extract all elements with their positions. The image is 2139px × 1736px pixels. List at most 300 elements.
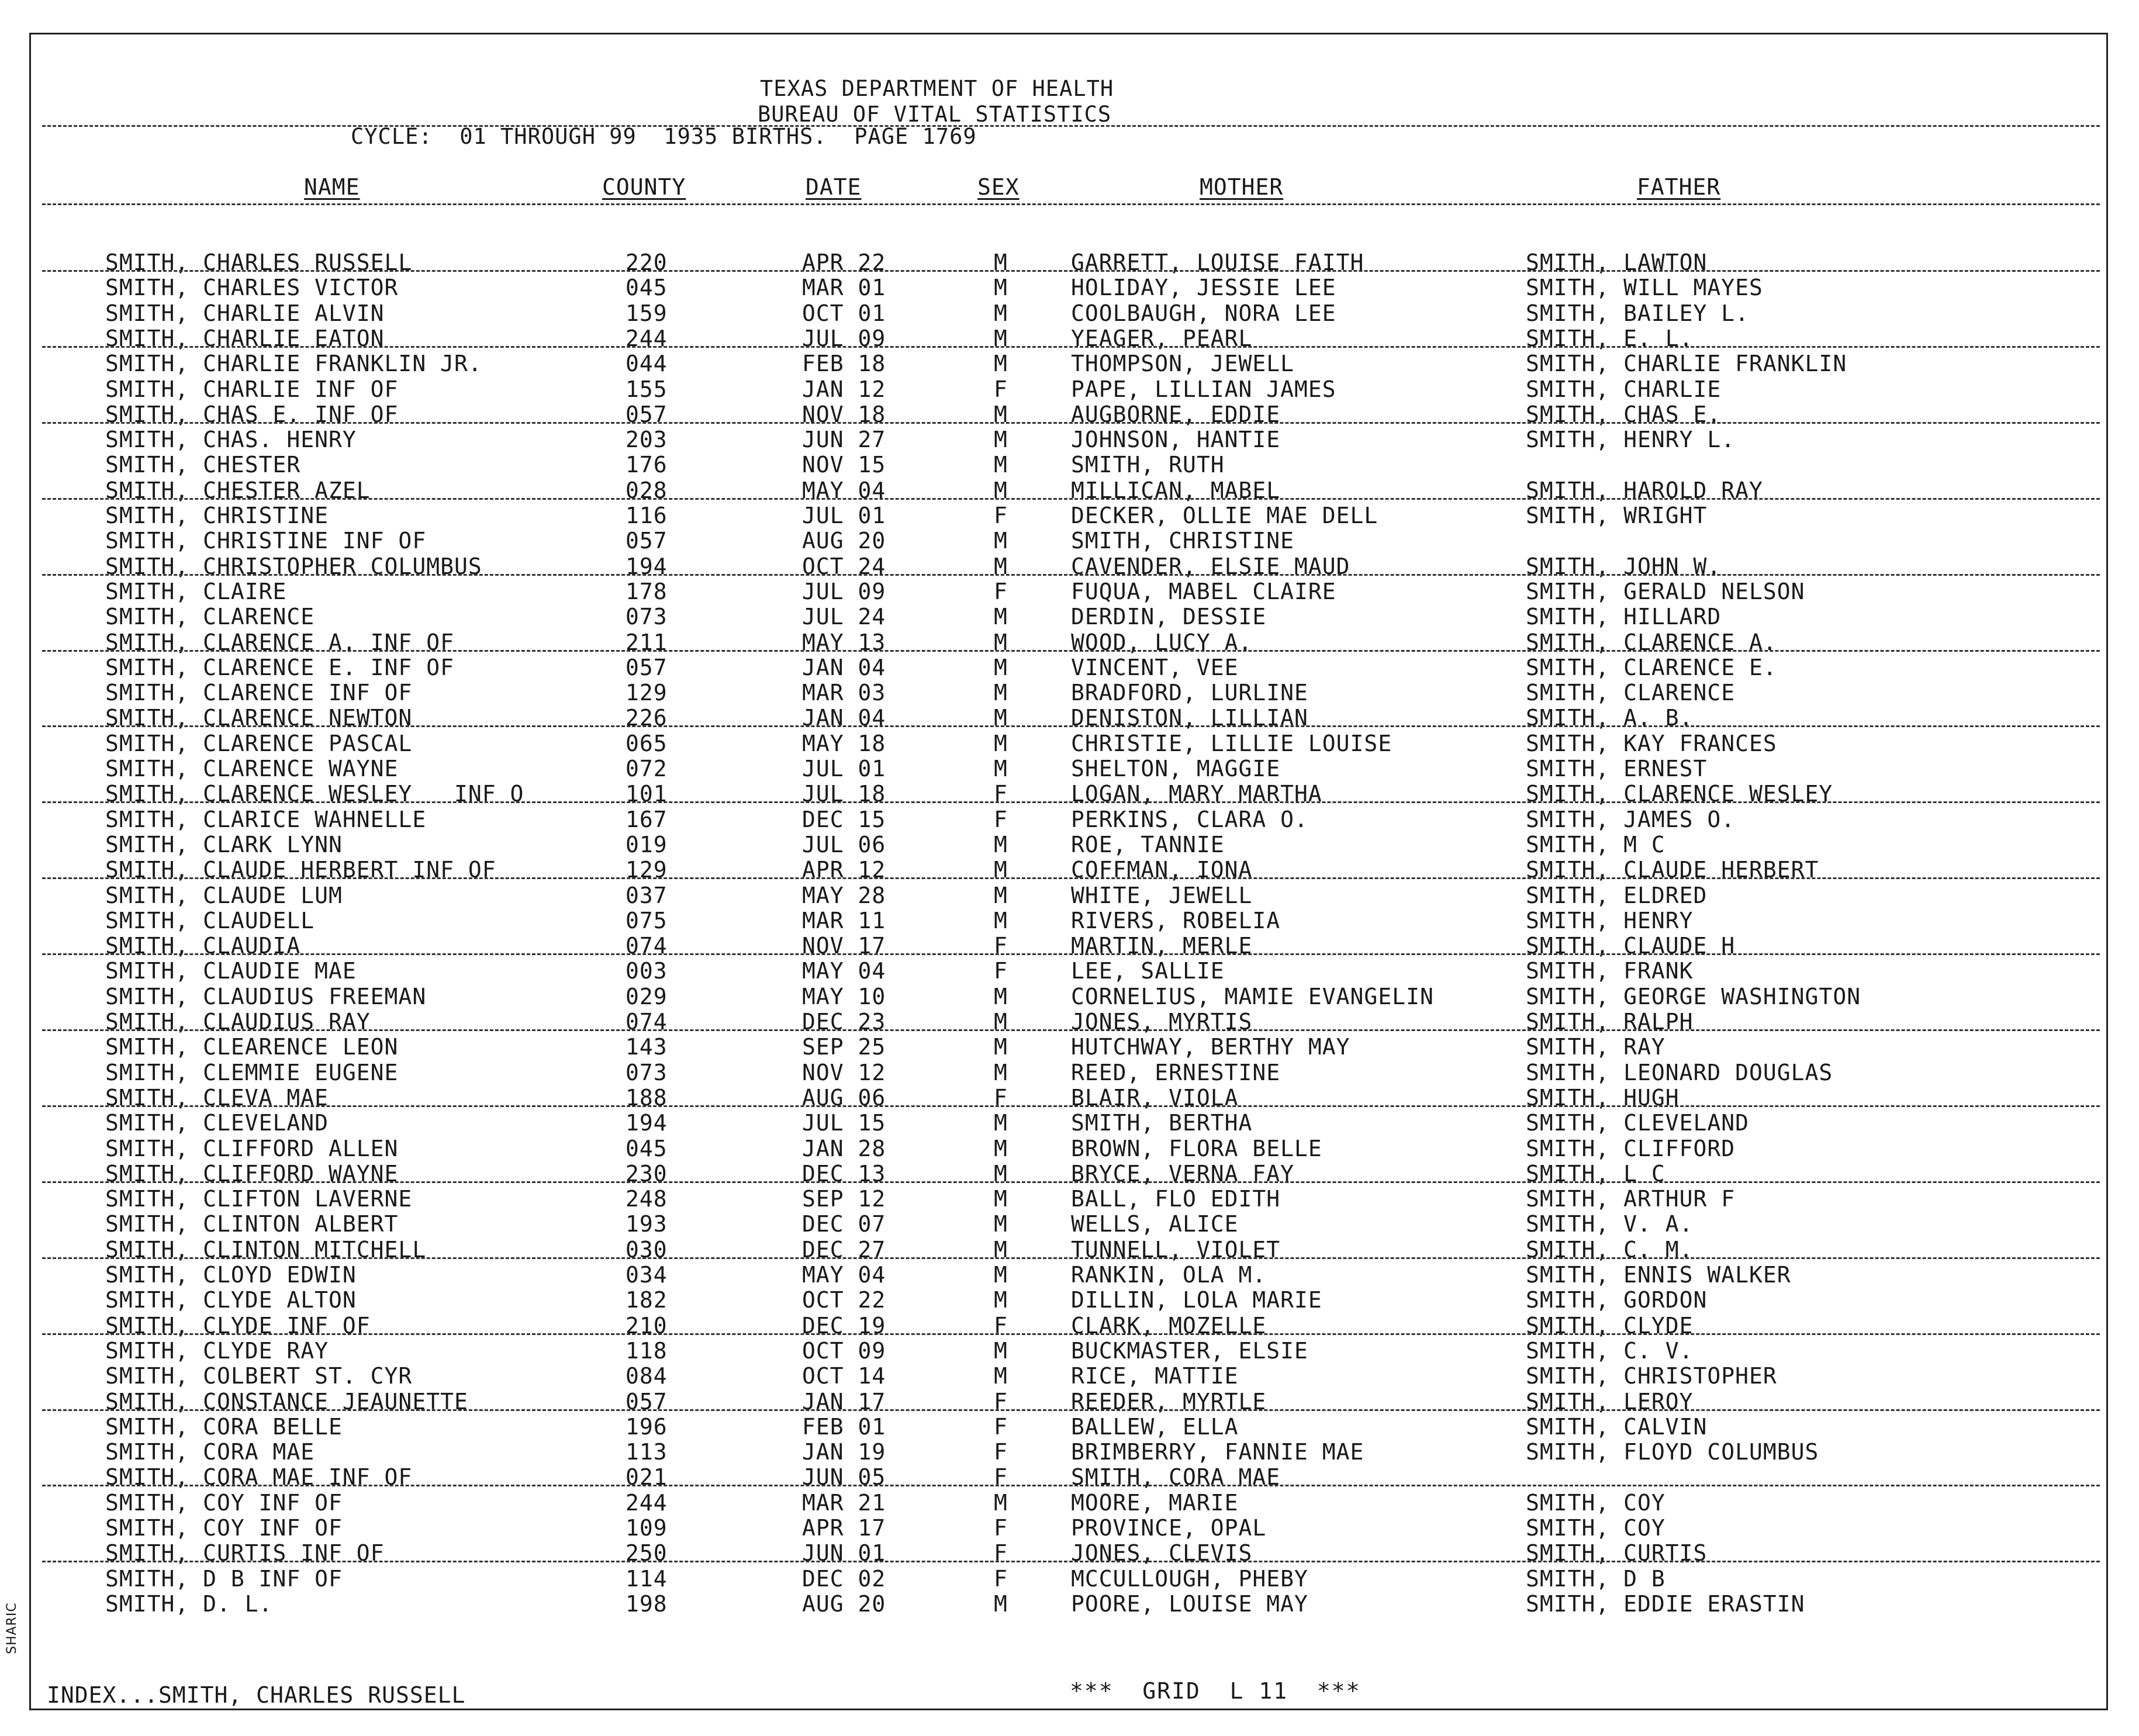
cell-county: 113	[626, 1439, 668, 1465]
table-row	[0, 832, 2139, 857]
cell-name: SMITH, CLAUDELL	[105, 907, 315, 933]
row-group-divider	[42, 1409, 2100, 1411]
cell-sex: F	[994, 806, 1008, 832]
cell-sex: M	[994, 477, 1008, 503]
cell-sex: M	[994, 882, 1008, 908]
column-header-sex: SEX	[977, 174, 1020, 200]
cell-date: OCT 01	[802, 300, 886, 326]
cell-name: SMITH, CORA BELLE	[105, 1413, 343, 1440]
cell-sex: M	[994, 452, 1008, 478]
cell-mother: REED, ERNESTINE	[1071, 1059, 1281, 1085]
row-group-divider	[42, 270, 2100, 272]
cell-county: 129	[626, 857, 668, 883]
cell-date: NOV 18	[802, 401, 886, 427]
cell-name: SMITH, CLAUDE HERBERT INF OF	[105, 857, 496, 883]
cell-date: DEC 19	[802, 1312, 886, 1339]
table-row	[0, 756, 2139, 781]
column-header-father: FATHER	[1637, 174, 1721, 200]
cell-county: 057	[626, 401, 668, 427]
table-row	[0, 984, 2139, 1009]
table-row	[0, 1516, 2139, 1541]
cell-sex: F	[994, 933, 1008, 959]
cell-mother: SMITH, CHRISTINE	[1071, 528, 1295, 554]
cell-father: SMITH, KAY FRANCES	[1526, 730, 1777, 756]
cell-name: SMITH, D. L.	[105, 1590, 273, 1617]
cell-mother: GARRETT, LOUISE FAITH	[1071, 250, 1364, 275]
table-row	[0, 731, 2139, 756]
cell-name: SMITH, CLYDE INF OF	[105, 1312, 371, 1339]
table-row	[0, 1491, 2139, 1516]
cell-county: 029	[626, 983, 668, 1009]
cell-date: JUL 24	[802, 604, 886, 630]
table-row	[0, 680, 2139, 706]
cell-sex: F	[994, 1439, 1008, 1465]
cell-father: SMITH, LEONARD DOUGLAS	[1526, 1059, 1833, 1085]
row-group-divider	[42, 650, 2100, 652]
cell-county: 034	[626, 1262, 668, 1288]
row-group-divider	[42, 1257, 2100, 1259]
cell-father: SMITH, CLIFFORD	[1526, 1135, 1736, 1161]
cell-county: 057	[626, 1388, 668, 1415]
column-header-divider	[42, 203, 2100, 205]
column-header-date: DATE	[806, 174, 862, 200]
table-row	[0, 1111, 2139, 1136]
cell-date: JUL 01	[802, 756, 886, 781]
cell-name: SMITH, CONSTANCE JEAUNETTE	[105, 1388, 468, 1415]
row-group-divider	[42, 877, 2100, 879]
cell-county: 028	[626, 477, 668, 503]
table-row	[0, 427, 2139, 452]
cell-date: OCT 24	[802, 553, 886, 579]
cell-father: SMITH, CALVIN	[1526, 1413, 1708, 1440]
cell-date: JAN 28	[802, 1135, 886, 1161]
cell-sex: M	[994, 629, 1008, 655]
table-row	[0, 1566, 2139, 1592]
cell-father: SMITH, FRANK	[1526, 958, 1694, 984]
cell-father: SMITH, RALPH	[1526, 1009, 1694, 1035]
cell-sex: M	[994, 275, 1008, 301]
table-row	[0, 1263, 2139, 1288]
cell-sex: M	[994, 325, 1008, 351]
table-row	[0, 351, 2139, 376]
cell-mother: RICE, MATTIE	[1071, 1363, 1239, 1389]
cell-father: SMITH, A. B.	[1526, 705, 1694, 731]
cell-mother: SHELTON, MAGGIE	[1071, 756, 1281, 781]
cell-name: SMITH, CHAS E. INF OF	[105, 401, 399, 427]
cell-county: 159	[626, 300, 668, 326]
cell-mother: HUTCHWAY, BERTHY MAY	[1071, 1034, 1350, 1060]
cell-mother: BUCKMASTER, ELSIE	[1071, 1337, 1308, 1364]
cell-father: SMITH, CHARLIE	[1526, 376, 1722, 402]
cell-mother: DENISTON, LILLIAN	[1071, 705, 1308, 731]
cell-father: SMITH, ENNIS WALKER	[1526, 1262, 1791, 1288]
cell-name: SMITH, CHARLIE EATON	[105, 325, 385, 351]
cell-name: SMITH, CLARENCE PASCAL	[105, 730, 413, 756]
cell-sex: M	[994, 1009, 1008, 1035]
cell-mother: BROWN, FLORA BELLE	[1071, 1135, 1322, 1161]
table-row	[0, 1060, 2139, 1085]
table-row	[0, 1592, 2139, 1617]
cell-county: 248	[626, 1186, 668, 1212]
table-row	[0, 1288, 2139, 1313]
cell-mother: COOLBAUGH, NORA LEE	[1071, 300, 1336, 326]
cell-father: SMITH, E. L.	[1526, 325, 1694, 351]
cell-county: 182	[626, 1287, 668, 1313]
cell-name: SMITH, CLOYD EDWIN	[105, 1262, 357, 1288]
row-group-divider	[42, 1181, 2100, 1183]
cell-sex: M	[994, 1287, 1008, 1313]
cell-sex: M	[994, 300, 1008, 326]
cell-father: SMITH, LEROY	[1526, 1388, 1694, 1415]
cell-date: JAN 12	[802, 376, 886, 402]
cell-county: 176	[626, 452, 668, 478]
cell-name: SMITH, CLEVELAND	[105, 1110, 329, 1136]
row-group-divider	[42, 346, 2100, 348]
cell-father: SMITH, CLEVELAND	[1526, 1110, 1750, 1136]
cell-sex: M	[994, 1160, 1008, 1187]
cell-county: 114	[626, 1565, 668, 1592]
cell-mother: WHITE, JEWELL	[1071, 882, 1253, 908]
cell-name: SMITH, CLAIRE	[105, 578, 287, 604]
table-row	[0, 579, 2139, 604]
cell-county: 019	[626, 831, 668, 857]
cell-date: MAR 11	[802, 907, 886, 933]
cell-father: SMITH, ARTHUR F	[1526, 1186, 1736, 1212]
cell-mother: DECKER, OLLIE MAE DELL	[1071, 503, 1378, 528]
table-row	[0, 1187, 2139, 1212]
cell-name: SMITH, CHARLES VICTOR	[105, 275, 399, 301]
grid-reference: *** GRID L 11 ***	[1070, 1678, 1361, 1704]
cell-date: APR 12	[802, 857, 886, 883]
agency-title: TEXAS DEPARTMENT OF HEALTH	[760, 76, 1114, 101]
cell-father: SMITH, BAILEY L.	[1526, 300, 1750, 326]
cell-mother: PAPE, LILLIAN JAMES	[1071, 376, 1336, 402]
cell-county: 045	[626, 1135, 668, 1161]
cell-county: 155	[626, 376, 668, 402]
cell-mother: DILLIN, LOLA MARIE	[1071, 1287, 1322, 1313]
cell-sex: F	[994, 1464, 1008, 1491]
table-row	[0, 452, 2139, 478]
cell-county: 116	[626, 503, 668, 528]
row-group-divider	[42, 498, 2100, 500]
cell-sex: F	[994, 1084, 1008, 1111]
cell-county: 220	[626, 250, 668, 275]
cell-name: SMITH, CHESTER	[105, 452, 301, 478]
table-row	[0, 908, 2139, 933]
cell-date: JUN 05	[802, 1464, 886, 1491]
cell-county: 167	[626, 806, 668, 832]
cell-county: 072	[626, 756, 668, 781]
cell-county: 230	[626, 1160, 668, 1187]
cell-date: DEC 07	[802, 1211, 886, 1237]
cell-sex: M	[994, 983, 1008, 1009]
row-group-divider	[42, 1029, 2100, 1031]
cell-name: SMITH, CLAUDIUS RAY	[105, 1009, 371, 1035]
column-header-county: COUNTY	[602, 174, 686, 200]
cell-county: 037	[626, 882, 668, 908]
cell-name: SMITH, CHRISTOPHER COLUMBUS	[105, 553, 482, 579]
cell-father: SMITH, JOHN W.	[1526, 553, 1722, 579]
cell-county: 198	[626, 1590, 668, 1617]
cell-father: SMITH, HILLARD	[1526, 604, 1722, 630]
cell-date: JUL 01	[802, 503, 886, 528]
cell-name: SMITH, CLIFFORD ALLEN	[105, 1135, 399, 1161]
table-row	[0, 1364, 2139, 1389]
cell-sex: F	[994, 1565, 1008, 1592]
cell-father: SMITH, ELDRED	[1526, 882, 1708, 908]
cell-sex: F	[994, 958, 1008, 984]
cell-county: 003	[626, 958, 668, 984]
cell-name: SMITH, CLEARENCE LEON	[105, 1034, 399, 1060]
cell-sex: M	[994, 250, 1008, 275]
cell-father: SMITH, CLARENCE	[1526, 680, 1736, 706]
cell-mother: MOORE, MARIE	[1071, 1489, 1239, 1516]
cell-father: SMITH, CLARENCE A.	[1526, 629, 1777, 655]
cell-mother: CHRISTIE, LILLIE LOUISE	[1071, 730, 1392, 756]
cell-sex: M	[994, 1186, 1008, 1212]
cell-county: 075	[626, 907, 668, 933]
cell-mother: MILLICAN, MABEL	[1071, 477, 1281, 503]
cell-sex: F	[994, 503, 1008, 528]
cell-date: MAY 28	[802, 882, 886, 908]
cell-father: SMITH, CLAUDE HERBERT	[1526, 857, 1819, 883]
cell-mother: WELLS, ALICE	[1071, 1211, 1239, 1237]
cell-county: 211	[626, 629, 668, 655]
cell-date: DEC 27	[802, 1236, 886, 1263]
cell-mother: BRYCE, VERNA FAY	[1071, 1160, 1295, 1187]
table-row	[0, 377, 2139, 402]
cell-mother: VINCENT, VEE	[1071, 654, 1239, 680]
cell-father: SMITH, CURTIS	[1526, 1540, 1708, 1566]
cell-county: 084	[626, 1363, 668, 1389]
cell-mother: JONES, CLEVIS	[1071, 1540, 1253, 1566]
cell-mother: LOGAN, MARY MARTHA	[1071, 781, 1322, 807]
row-group-divider	[42, 574, 2100, 576]
cell-father: SMITH, C. V.	[1526, 1337, 1694, 1364]
row-group-divider	[42, 1485, 2100, 1486]
cell-mother: MARTIN, MERLE	[1071, 933, 1253, 959]
cell-father: SMITH, HENRY	[1526, 907, 1694, 933]
cell-name: SMITH, CHESTER AZEL	[105, 477, 371, 503]
cell-sex: F	[994, 1515, 1008, 1541]
cell-father: SMITH, COY	[1526, 1515, 1665, 1541]
cell-county: 196	[626, 1413, 668, 1440]
cell-mother: BRADFORD, LURLINE	[1071, 680, 1308, 706]
cell-mother: CORNELIUS, MAMIE EVANGELIN	[1071, 983, 1434, 1009]
cell-county: 203	[626, 427, 668, 453]
column-header-mother: MOTHER	[1200, 174, 1284, 200]
row-group-divider	[42, 1333, 2100, 1335]
cell-father: SMITH, WRIGHT	[1526, 503, 1708, 528]
cell-county: 250	[626, 1540, 668, 1566]
table-row	[0, 301, 2139, 326]
cell-father: SMITH, ERNEST	[1526, 756, 1708, 781]
cell-date: JUL 06	[802, 831, 886, 857]
cell-sex: F	[994, 1413, 1008, 1440]
row-group-divider	[42, 725, 2100, 727]
cell-county: 021	[626, 1464, 668, 1491]
cell-date: OCT 14	[802, 1363, 886, 1389]
cell-mother: TUNNELL, VIOLET	[1071, 1236, 1281, 1263]
cell-name: SMITH, CHRISTINE INF OF	[105, 528, 427, 554]
cell-county: 074	[626, 1009, 668, 1035]
cell-name: SMITH, CLEVA MAE	[105, 1084, 329, 1111]
cell-name: SMITH, CLARENCE WESLEY INF O	[105, 781, 524, 807]
cell-mother: SMITH, CORA MAE	[1071, 1464, 1281, 1491]
table-row	[0, 807, 2139, 832]
cell-county: 143	[626, 1034, 668, 1060]
cell-sex: M	[994, 1211, 1008, 1237]
cell-date: JUL 18	[802, 781, 886, 807]
cell-date: JAN 04	[802, 705, 886, 731]
cell-father: SMITH, D B	[1526, 1565, 1665, 1592]
cell-mother: PROVINCE, OPAL	[1071, 1515, 1267, 1541]
cell-mother: PERKINS, CLARA O.	[1071, 806, 1308, 832]
cell-sex: M	[994, 1236, 1008, 1263]
cell-sex: M	[994, 1590, 1008, 1617]
cell-name: SMITH, CLYDE RAY	[105, 1337, 329, 1364]
cell-county: 045	[626, 275, 668, 301]
cell-father: SMITH, GORDON	[1526, 1287, 1708, 1313]
cell-date: JAN 17	[802, 1388, 886, 1415]
cell-date: MAR 03	[802, 680, 886, 706]
cell-father: SMITH, HAROLD RAY	[1526, 477, 1763, 503]
cell-county: 057	[626, 528, 668, 554]
cell-name: SMITH, CHARLIE INF OF	[105, 376, 399, 402]
cell-father: SMITH, CLARENCE E.	[1526, 654, 1777, 680]
cell-sex: M	[994, 1337, 1008, 1364]
cell-sex: M	[994, 604, 1008, 630]
cell-name: SMITH, CLARK LYNN	[105, 831, 343, 857]
cell-father: SMITH, CLAUDE H	[1526, 933, 1736, 959]
cell-mother: DERDIN, DESSIE	[1071, 604, 1267, 630]
cell-date: MAY 13	[802, 629, 886, 655]
cell-date: OCT 09	[802, 1337, 886, 1364]
cell-sex: M	[994, 528, 1008, 554]
cell-father: SMITH, COY	[1526, 1489, 1665, 1516]
cell-date: JAN 04	[802, 654, 886, 680]
cell-father: SMITH, M C	[1526, 831, 1665, 857]
cell-father: SMITH, L C	[1526, 1160, 1665, 1187]
cell-father: SMITH, CHRISTOPHER	[1526, 1363, 1777, 1389]
cell-mother: REEDER, MYRTLE	[1071, 1388, 1267, 1415]
cell-sex: M	[994, 401, 1008, 427]
cell-date: APR 17	[802, 1515, 886, 1541]
cell-mother: BALLEW, ELLA	[1071, 1413, 1239, 1440]
cell-name: SMITH, CHARLIE ALVIN	[105, 300, 385, 326]
cell-county: 073	[626, 1059, 668, 1085]
cell-county: 210	[626, 1312, 668, 1339]
cell-date: FEB 01	[802, 1413, 886, 1440]
cell-date: DEC 13	[802, 1160, 886, 1187]
cell-sex: M	[994, 427, 1008, 453]
cell-mother: SMITH, BERTHA	[1071, 1110, 1253, 1136]
column-header-name: NAME	[304, 174, 360, 200]
cell-sex: M	[994, 831, 1008, 857]
cell-county: 188	[626, 1084, 668, 1111]
cell-mother: CLARK, MOZELLE	[1071, 1312, 1267, 1339]
cell-date: MAY 18	[802, 730, 886, 756]
cell-mother: CAVENDER, ELSIE MAUD	[1071, 553, 1350, 579]
cell-mother: JONES, MYRTIS	[1071, 1009, 1253, 1035]
cell-county: 101	[626, 781, 668, 807]
cell-name: SMITH, CLAUDIA	[105, 933, 301, 959]
cell-father: SMITH, EDDIE ERASTIN	[1526, 1590, 1805, 1617]
cell-sex: F	[994, 578, 1008, 604]
cell-sex: M	[994, 1059, 1008, 1085]
cell-mother: JOHNSON, HANTIE	[1071, 427, 1281, 453]
row-group-divider	[42, 953, 2100, 955]
cell-date: NOV 15	[802, 452, 886, 478]
cell-sex: M	[994, 680, 1008, 706]
cell-sex: M	[994, 730, 1008, 756]
cell-date: AUG 20	[802, 1590, 886, 1617]
cell-county: 226	[626, 705, 668, 731]
cycle-line: CYCLE: 01 THROUGH 99 1935 BIRTHS. PAGE 1769	[351, 124, 977, 149]
cell-father: SMITH, V. A.	[1526, 1211, 1694, 1237]
cell-date: DEC 23	[802, 1009, 886, 1035]
cell-name: SMITH, CLARENCE E. INF OF	[105, 654, 454, 680]
cell-name: SMITH, CHRISTINE	[105, 503, 329, 528]
cell-sex: M	[994, 1363, 1008, 1389]
cell-date: MAY 04	[802, 477, 886, 503]
cell-county: 073	[626, 604, 668, 630]
cell-county: 178	[626, 578, 668, 604]
cell-father: SMITH, FLOYD COLUMBUS	[1526, 1439, 1819, 1465]
cell-name: SMITH, COY INF OF	[105, 1515, 343, 1541]
cell-mother: MCCULLOUGH, PHEBY	[1071, 1565, 1308, 1592]
cell-mother: YEAGER, PEARL	[1071, 325, 1253, 351]
cell-county: 044	[626, 351, 668, 377]
cell-county: 129	[626, 680, 668, 706]
cell-county: 057	[626, 654, 668, 680]
cell-name: SMITH, D B INF OF	[105, 1565, 343, 1592]
cell-name: SMITH, CHARLIE FRANKLIN JR.	[105, 351, 482, 377]
cell-name: SMITH, CLEMMIE EUGENE	[105, 1059, 399, 1085]
cell-date: AUG 06	[802, 1084, 886, 1111]
cell-mother: BALL, FLO EDITH	[1071, 1186, 1281, 1212]
cell-father: SMITH, C. M.	[1526, 1236, 1694, 1263]
row-group-divider	[42, 1105, 2100, 1107]
cell-name: SMITH, CLARICE WAHNELLE	[105, 806, 427, 832]
cell-name: SMITH, CLAUDIUS FREEMAN	[105, 983, 427, 1009]
cell-mother: ROE, TANNIE	[1071, 831, 1225, 857]
cell-date: JAN 19	[802, 1439, 886, 1465]
table-row	[0, 503, 2139, 528]
cell-father: SMITH, JAMES O.	[1526, 806, 1736, 832]
cell-date: JUN 01	[802, 1540, 886, 1566]
cell-date: MAR 01	[802, 275, 886, 301]
cell-father: SMITH, WILL MAYES	[1526, 275, 1763, 301]
cell-sex: M	[994, 1489, 1008, 1516]
cell-mother: RIVERS, ROBELIA	[1071, 907, 1281, 933]
cell-father: SMITH, GERALD NELSON	[1526, 578, 1805, 604]
cell-county: 074	[626, 933, 668, 959]
cell-date: JUL 09	[802, 325, 886, 351]
cell-name: SMITH, CLINTON ALBERT	[105, 1211, 399, 1237]
table-row	[0, 655, 2139, 680]
cell-name: SMITH, CORA MAE INF OF	[105, 1464, 413, 1491]
cell-mother: BRIMBERRY, FANNIE MAE	[1071, 1439, 1364, 1465]
cell-sex: M	[994, 351, 1008, 377]
cell-date: MAY 04	[802, 1262, 886, 1288]
table-row	[0, 1415, 2139, 1440]
cell-name: SMITH, CORA MAE	[105, 1439, 315, 1465]
cell-sex: F	[994, 376, 1008, 402]
table-row	[0, 959, 2139, 984]
table-row	[0, 1212, 2139, 1237]
cell-date: OCT 22	[802, 1287, 886, 1313]
